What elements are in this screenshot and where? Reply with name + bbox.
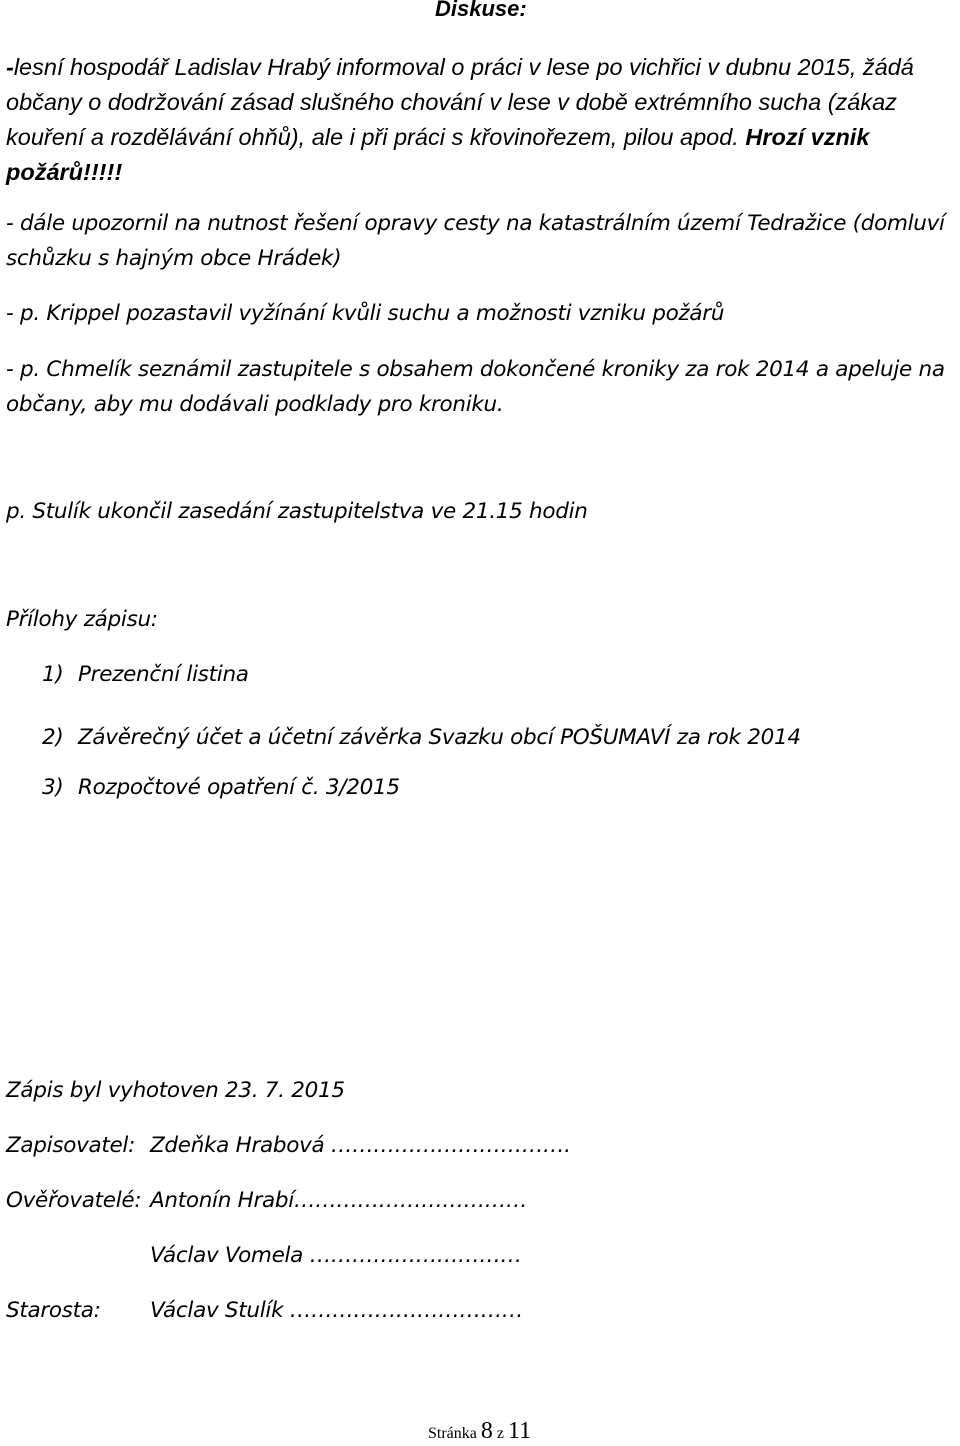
discussion-item-road: - dále upozornil na nutnost řešení opravy cesty na katastrálním území Tedražice (domluví schůzku s hajným obce Hrádek) <box>6 211 945 271</box>
mayor-label: Starosta: <box>6 1298 101 1323</box>
attachment-number: 1) <box>42 662 64 687</box>
attachment-number: 2) <box>42 725 64 750</box>
section-heading: Diskuse: <box>435 0 527 21</box>
verifier-signature-line: Václav Vomela ………………………… <box>150 1243 522 1268</box>
fire-warning: Hrozí vznik požárů!!!!! <box>6 124 870 185</box>
item-dash: - <box>6 54 14 80</box>
closing-statement: p. Stulík ukončil zasedání zastupitelstva ve 21.15 hodin <box>6 499 588 524</box>
attachment-text: Prezenční listina <box>78 662 249 687</box>
mayor-signature-line: Václav Stulík …………………………… <box>150 1298 523 1323</box>
discussion-item-chronicle: - p. Chmelík seznámil zastupitele s obsahem dokončené kroniky za rok 2014 a apeluje na občany, aby mu dodávali podklady pro kroniku. <box>6 357 945 417</box>
page-number: 8 <box>480 1418 493 1444</box>
discussion-item-mowing: - p. Krippel pozastavil vyžínání kvůli suchu a možnosti vzniku požárů <box>6 301 725 326</box>
record-date: Zápis byl vyhotoven 23. 7. 2015 <box>6 1078 345 1103</box>
of-word: z <box>496 1425 504 1442</box>
attachment-item <box>42 657 249 692</box>
verifier-signature-line: Antonín Hrabí…………………………… <box>150 1188 528 1213</box>
discussion-item-forestry <box>6 50 956 190</box>
page-word: Stránka <box>428 1425 477 1442</box>
recorder-label: Zapisovatel: <box>6 1133 136 1158</box>
attachment-text: Závěrečný účet a účetní závěrka Svazku obcí POŠUMAVÍ za rok 2014 <box>78 725 801 750</box>
attachment-text: Rozpočtové opatření č. 3/2015 <box>78 775 400 800</box>
page-total: 11 <box>507 1418 532 1444</box>
recorder-signature-line: Zdeňka Hrabová ……………………………. <box>150 1133 571 1158</box>
attachments-title: Přílohy zápisu: <box>6 607 158 632</box>
page-footer <box>428 1418 531 1445</box>
item-text: lesní hospodář Ladislav Hrabý informoval o práci v lese po vichřici v dubnu 2015, žádá občany o dodržování zásad slušného chování v lese v době extrémního sucha (zákaz kouření a rozdělávání ohňů), ale i při práci s křovinořezem, pilou apod. <box>6 54 914 150</box>
attachment-number: 3) <box>42 775 64 800</box>
attachment-item <box>42 770 400 805</box>
verifiers-label: Ověřovatelé: <box>6 1188 142 1213</box>
attachment-item <box>42 720 801 755</box>
